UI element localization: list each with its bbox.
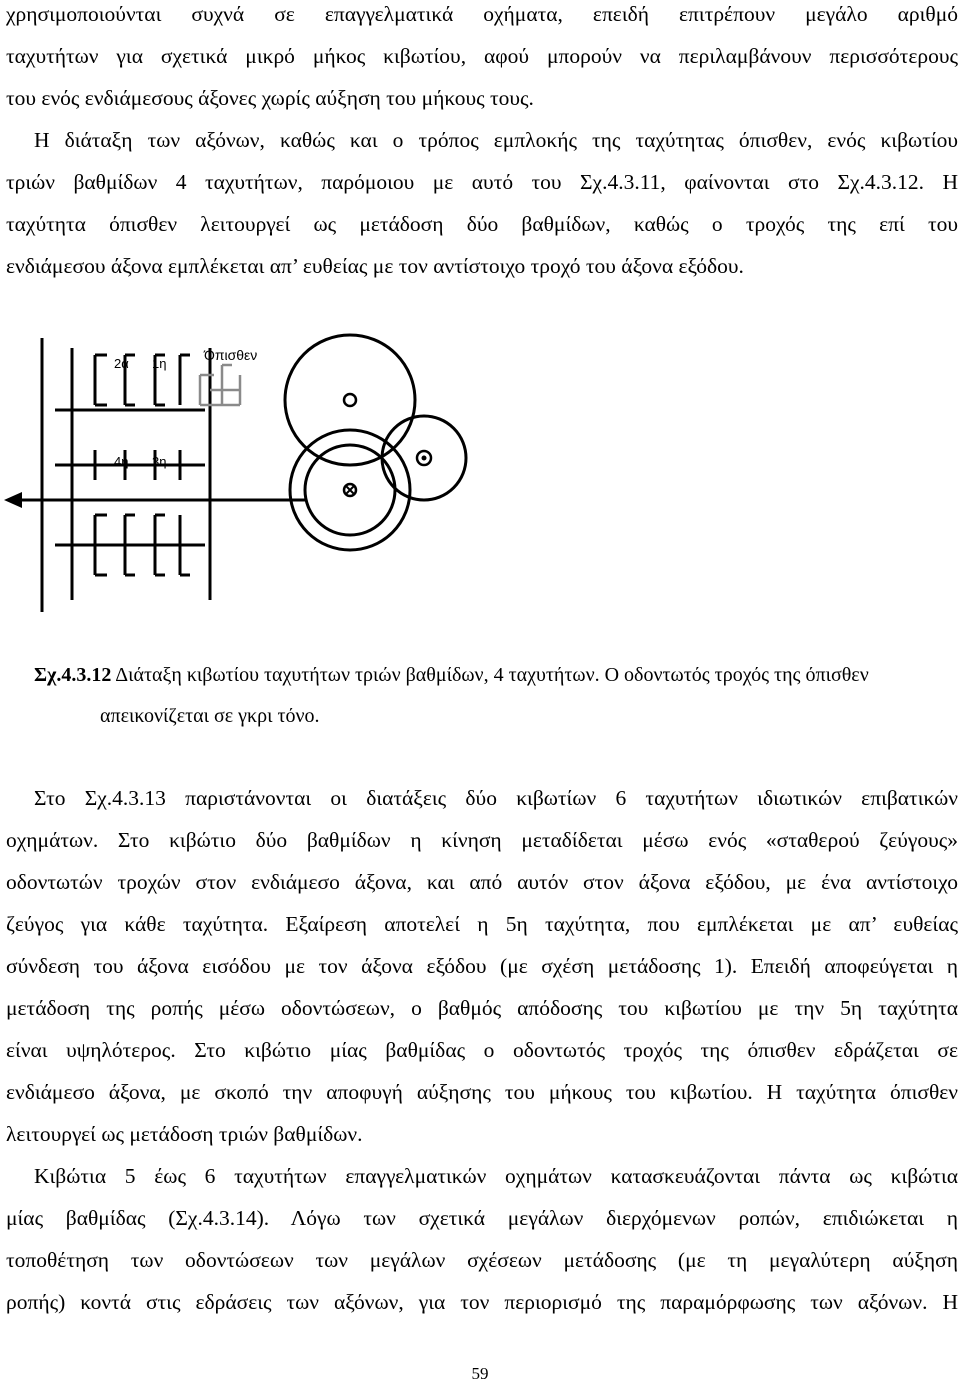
label-gear: 2α bbox=[114, 356, 129, 371]
text-line: Στο Σχ.4.3.13 παριστάνονται οι διατάξεις δύο κιβωτίων 6 ταχυτήτων ιδιωτικών επιβατικών bbox=[34, 786, 958, 810]
text-line: ταχύτητα όπισθεν λειτουργεί ως μετάδοση δύο βαθμίδων, καθώς ο τροχός της επί του bbox=[6, 212, 958, 236]
text-line: Κιβώτια 5 έως 6 ταχυτήτων επαγγελματικών οχημάτων κατασκευάζονται πάντα ως κιβώτια bbox=[34, 1164, 958, 1188]
text-line: μίας βαθμίδας (Σχ.4.3.14). Λόγω των σχετικά μεγάλων διερχόμενων ροπών, επιδιώκεται η bbox=[6, 1206, 958, 1230]
text-line: ενδιάμεσο άξονα, με σκοπό την αποφυγή αύξησης του μήκους του κιβωτίου. Η ταχύτητα όπισθεν bbox=[6, 1080, 958, 1104]
text-line: ενδιάμεσου άξονα εμπλέκεται απ’ ευθείας με τον αντίστοιχο τροχό του άξονα εξόδου. bbox=[6, 254, 744, 278]
text-line: είναι υψηλότερος. Στο κιβώτιο μίας βαθμίδας ο οδοντωτός τροχός της όπισθεν εδράζεται σε bbox=[6, 1038, 958, 1062]
figure-caption-line2: απεικονίζεται σε γκρι τόνο. bbox=[100, 705, 320, 727]
gearbox-diagram bbox=[0, 330, 520, 630]
text-line: ροπής) κοντά στις εδράσεις των αξόνων, για τον περιορισμό της παραμόρφωσης των αξόνων. Η bbox=[6, 1290, 958, 1314]
text-line: λειτουργεί ως μετάδοση τριών βαθμίδων. bbox=[6, 1122, 363, 1146]
text-line: οχημάτων. Στο κιβώτιο δύο βαθμίδων η κίνηση μεταδίδεται μέσω ενός «σταθερού ζεύγους» bbox=[6, 828, 958, 852]
text-line: σύνδεση του άξονα εισόδου με τον άξονα εξόδου (με σχέση μετάδοσης 1). Επειδή αποφεύγεται η bbox=[6, 954, 958, 978]
text-line: ζεύγος για κάθε ταχύτητα. Εξαίρεση αποτελεί η 5η ταχύτητα, που εμπλέκεται με απ’ ευθείας bbox=[6, 912, 958, 936]
caption-text: Διάταξη κιβωτίου ταχυτήτων τριών βαθμίδων, 4 ταχυτήτων. Ο οδοντωτός τροχός της όπισθεν bbox=[115, 664, 869, 686]
page-number: 59 bbox=[471, 1364, 489, 1383]
label-gear: 3η bbox=[152, 454, 167, 469]
text-line: οδοντωτών τροχών στον ενδιάμεσο άξονα, και από αυτόν στον άξονα εξόδου, με ένα αντίστοιχο bbox=[6, 870, 958, 894]
text-line: Η διάταξη των αξόνων, καθώς και ο τρόπος εμπλοκής της ταχύτητας όπισθεν, ενός κιβωτίου bbox=[34, 128, 958, 152]
label-reverse: Όπισθεν bbox=[204, 347, 258, 363]
label-gear: 4η bbox=[114, 454, 129, 469]
figure-caption bbox=[34, 662, 869, 688]
text-line: χρησιμοποιούνται συχνά σε επαγγελματικά οχήματα, επειδή επιτρέπουν μεγάλο αριθμό bbox=[6, 2, 958, 26]
reverse-gear bbox=[200, 365, 240, 405]
caption-ref: Σχ.4.3.12 bbox=[34, 664, 112, 686]
text-line: τοποθέτηση των οδοντώσεων των μεγάλων σχέσεων μετάδοσης (με τη μεγαλύτερη αύξηση bbox=[6, 1248, 958, 1272]
text-line: μετάδοση της ροπής μέσω οδοντώσεων, ο βαθμός απόδοσης του κιβωτίου με την 5η ταχύτητα bbox=[6, 996, 958, 1020]
text-line: του ενός ενδιάμεσους άξονες χωρίς αύξηση του μήκους τους. bbox=[6, 86, 534, 110]
input-arrow bbox=[4, 492, 22, 508]
label-gear: 1η bbox=[152, 356, 167, 371]
text-line: τριών βαθμίδων 4 ταχυτήτων, παρόμοιου με αυτό του Σχ.4.3.11, φαίνονται στο Σχ.4.3.12. Η bbox=[6, 170, 958, 194]
text-line: ταχυτήτων για σχετικά μικρό μήκος κιβωτίου, αφού μπορούν να περιλαμβάνουν περισσότερους bbox=[6, 44, 958, 68]
